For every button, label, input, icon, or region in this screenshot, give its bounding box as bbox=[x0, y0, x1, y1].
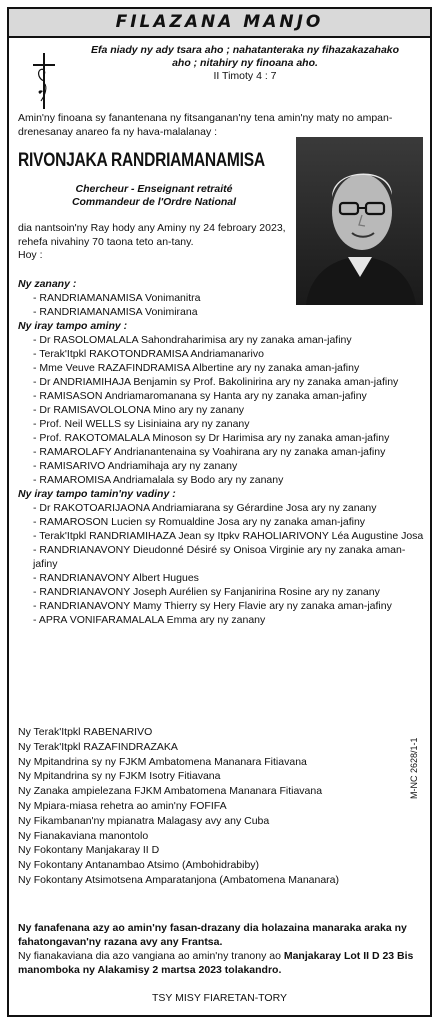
wake-notice: TSY MISY FIARETAN-TORY bbox=[152, 992, 287, 1004]
list-item: - Terak'Itpkl RANDRIAMIHAZA Jean sy Itpkv RAHOLIARIVONY Léa Augustine Josa bbox=[33, 530, 424, 542]
visit-info-lead: Ny fianakaviana dia azo vangiana ao amin'ny tranony ao bbox=[18, 950, 284, 962]
title-chercheur: Chercheur - Enseignant retraité bbox=[75, 183, 233, 195]
list-item: Ny Mpitandrina sy ny FJKM Isotry Fitiavana bbox=[18, 770, 221, 783]
burial-info: Ny fanafenana azy ao amin'ny fasan-drazany dia holazaina manaraka araka ny fahatongavan'ny razana avy any Frantsa. bbox=[18, 922, 407, 948]
verse-line-1: Efa niady ny ady tsara aho ; nahatanteraka ny fihazakazahako bbox=[90, 44, 400, 56]
deceased-name: RIVONJAKA RANDRIAMANAMISA bbox=[18, 150, 265, 171]
list-item: Ny Fianakaviana manontolo bbox=[18, 829, 149, 842]
list-item: - RAMISASON Andriamaromanana sy Hanta ary ny zanaka aman-jafiny bbox=[33, 390, 367, 402]
list-item: - Mme Veuve RAZAFINDRAMISA Albertine ary ny zanaka aman-jafiny bbox=[33, 362, 360, 374]
list-item: - Terak'Itpkl RAKOTONDRAMISA Andriamanarivo bbox=[33, 348, 264, 360]
cross-rose-icon bbox=[31, 51, 57, 111]
deceased-titles bbox=[18, 183, 290, 209]
list-item: - APRA VONIFARAMALALA Emma ary ny zanany bbox=[33, 614, 266, 626]
list-item: Ny Mpitandrina sy ny FJKM Ambatomena Mananara Fitiavana bbox=[18, 755, 307, 768]
visit-info bbox=[18, 949, 423, 977]
title-commandeur: Commandeur de l'Ordre National bbox=[71, 196, 237, 208]
intro-text: Amin'ny finoana sy fanantenana ny fitsanganan'ny tena amin'ny maty no ampan-drenesanay anareo fa ny hava-malalanay : bbox=[18, 112, 393, 138]
list-item: - Dr RAKOTOARIJAONA Andriamiarana sy Gérardine Josa ary ny zanany bbox=[33, 502, 377, 514]
list-item: - RAMAROMISA Andriamalala sy Bodo ary ny zanany bbox=[33, 474, 284, 486]
section-heading: Ny iray tampo tamin'ny vadiny : bbox=[18, 488, 176, 500]
section-heading: Ny iray tampo aminy : bbox=[18, 320, 128, 332]
list-item: Ny Mpiara-miasa rehetra ao amin'ny FOFIFA bbox=[18, 799, 227, 812]
list-item: - Prof. RAKOTOMALALA Minoson sy Dr Harimisa ary ny zanaka aman-jafiny bbox=[33, 432, 390, 444]
list-item: - Prof. Neil WELLS sy Lisiniaina ary ny zanany bbox=[33, 418, 250, 430]
list-item: - RANDRIANAVONY Albert Hugues bbox=[33, 572, 199, 584]
list-item: Ny Fokontany Manjakaray II D bbox=[18, 844, 160, 857]
list-item: - Dr RASOLOMALALA Sahondraharimisa ary ny zanaka aman-jafiny bbox=[33, 334, 352, 346]
list-item: Ny Terak'Itpkl RAZAFINDRAZAKA bbox=[18, 740, 178, 753]
other-mourners bbox=[18, 725, 423, 888]
list-item: - RAMAROSON Lucien sy Romualdine Josa ary ny zanaka aman-jafiny bbox=[33, 516, 366, 528]
list-item: Ny Fokontany Antanambao Atsimo (Ambohidrabiby) bbox=[18, 859, 260, 872]
list-item: - RANDRIANAVONY Mamy Thierry sy Hery Flavie ary ny zanaka aman-jafiny bbox=[33, 600, 392, 612]
death-text: dia nantsoin'ny Ray hody any Aminy ny 24 febroary 2023, rehefa nivahiny 70 taona teto an-tany. bbox=[18, 222, 286, 248]
list-item: - RANDRIAMANAMISA Vonimirana bbox=[33, 306, 198, 318]
list-item: - Dr ANDRIAMIHAJA Benjamin sy Prof. Bakolinirina ary ny zanaka aman-jafiny bbox=[33, 376, 399, 388]
list-item: Ny Terak'Itpkl RABENARIVO bbox=[18, 726, 153, 738]
list-item: Ny Zanaka ampielezana FJKM Ambatomena Mananara Fitiavana bbox=[18, 785, 323, 798]
bible-verse bbox=[65, 44, 425, 83]
family-list bbox=[18, 277, 428, 627]
list-item: - RANDRIAMANAMISA Vonimanitra bbox=[33, 292, 201, 304]
list-item: - RANDRIANAVONY Dieudonné Désiré sy Onisoa Virginie ary ny zanaka aman-jafiny bbox=[33, 544, 406, 570]
list-item: - Dr RAMISAVOLOLONA Mino ary ny zanany bbox=[33, 404, 245, 416]
visit-info-address: Manjakaray Lot II D 23 Bis manomboka ny Alakamisy 2 martsa 2023 tolakandro. bbox=[18, 950, 414, 976]
list-item: Ny Fikambanan'ny mpianatra Malagasy avy any Cuba bbox=[18, 814, 270, 827]
closing-info bbox=[18, 921, 423, 977]
list-item: - RANDRIANAVONY Joseph Aurélien sy Fanjanirina Rosine ary ny zanany bbox=[33, 586, 380, 598]
hoy-label: Hoy : bbox=[18, 249, 43, 261]
section-heading: Ny zanany : bbox=[18, 278, 77, 290]
verse-reference: II Timoty 4 : 7 bbox=[213, 70, 277, 82]
verse-line-2: aho ; nitahiry ny finoana aho. bbox=[172, 56, 318, 69]
obituary-notice bbox=[7, 7, 432, 1017]
ad-reference-code: M-NC 2628/1-1 bbox=[409, 737, 419, 799]
notice-title: FILAZANA MANJO bbox=[9, 9, 430, 38]
death-notice bbox=[18, 222, 294, 263]
list-item: - RAMAROLAFY Andrianantenaina sy Voahirana ary ny zanaka aman-jafiny bbox=[33, 446, 386, 458]
list-item: Ny Fokontany Atsimotsena Amparatanjona (Ambatomena Mananara) bbox=[18, 873, 340, 886]
list-item: - RAMISARIVO Andriamihaja ary ny zanany bbox=[33, 460, 238, 472]
